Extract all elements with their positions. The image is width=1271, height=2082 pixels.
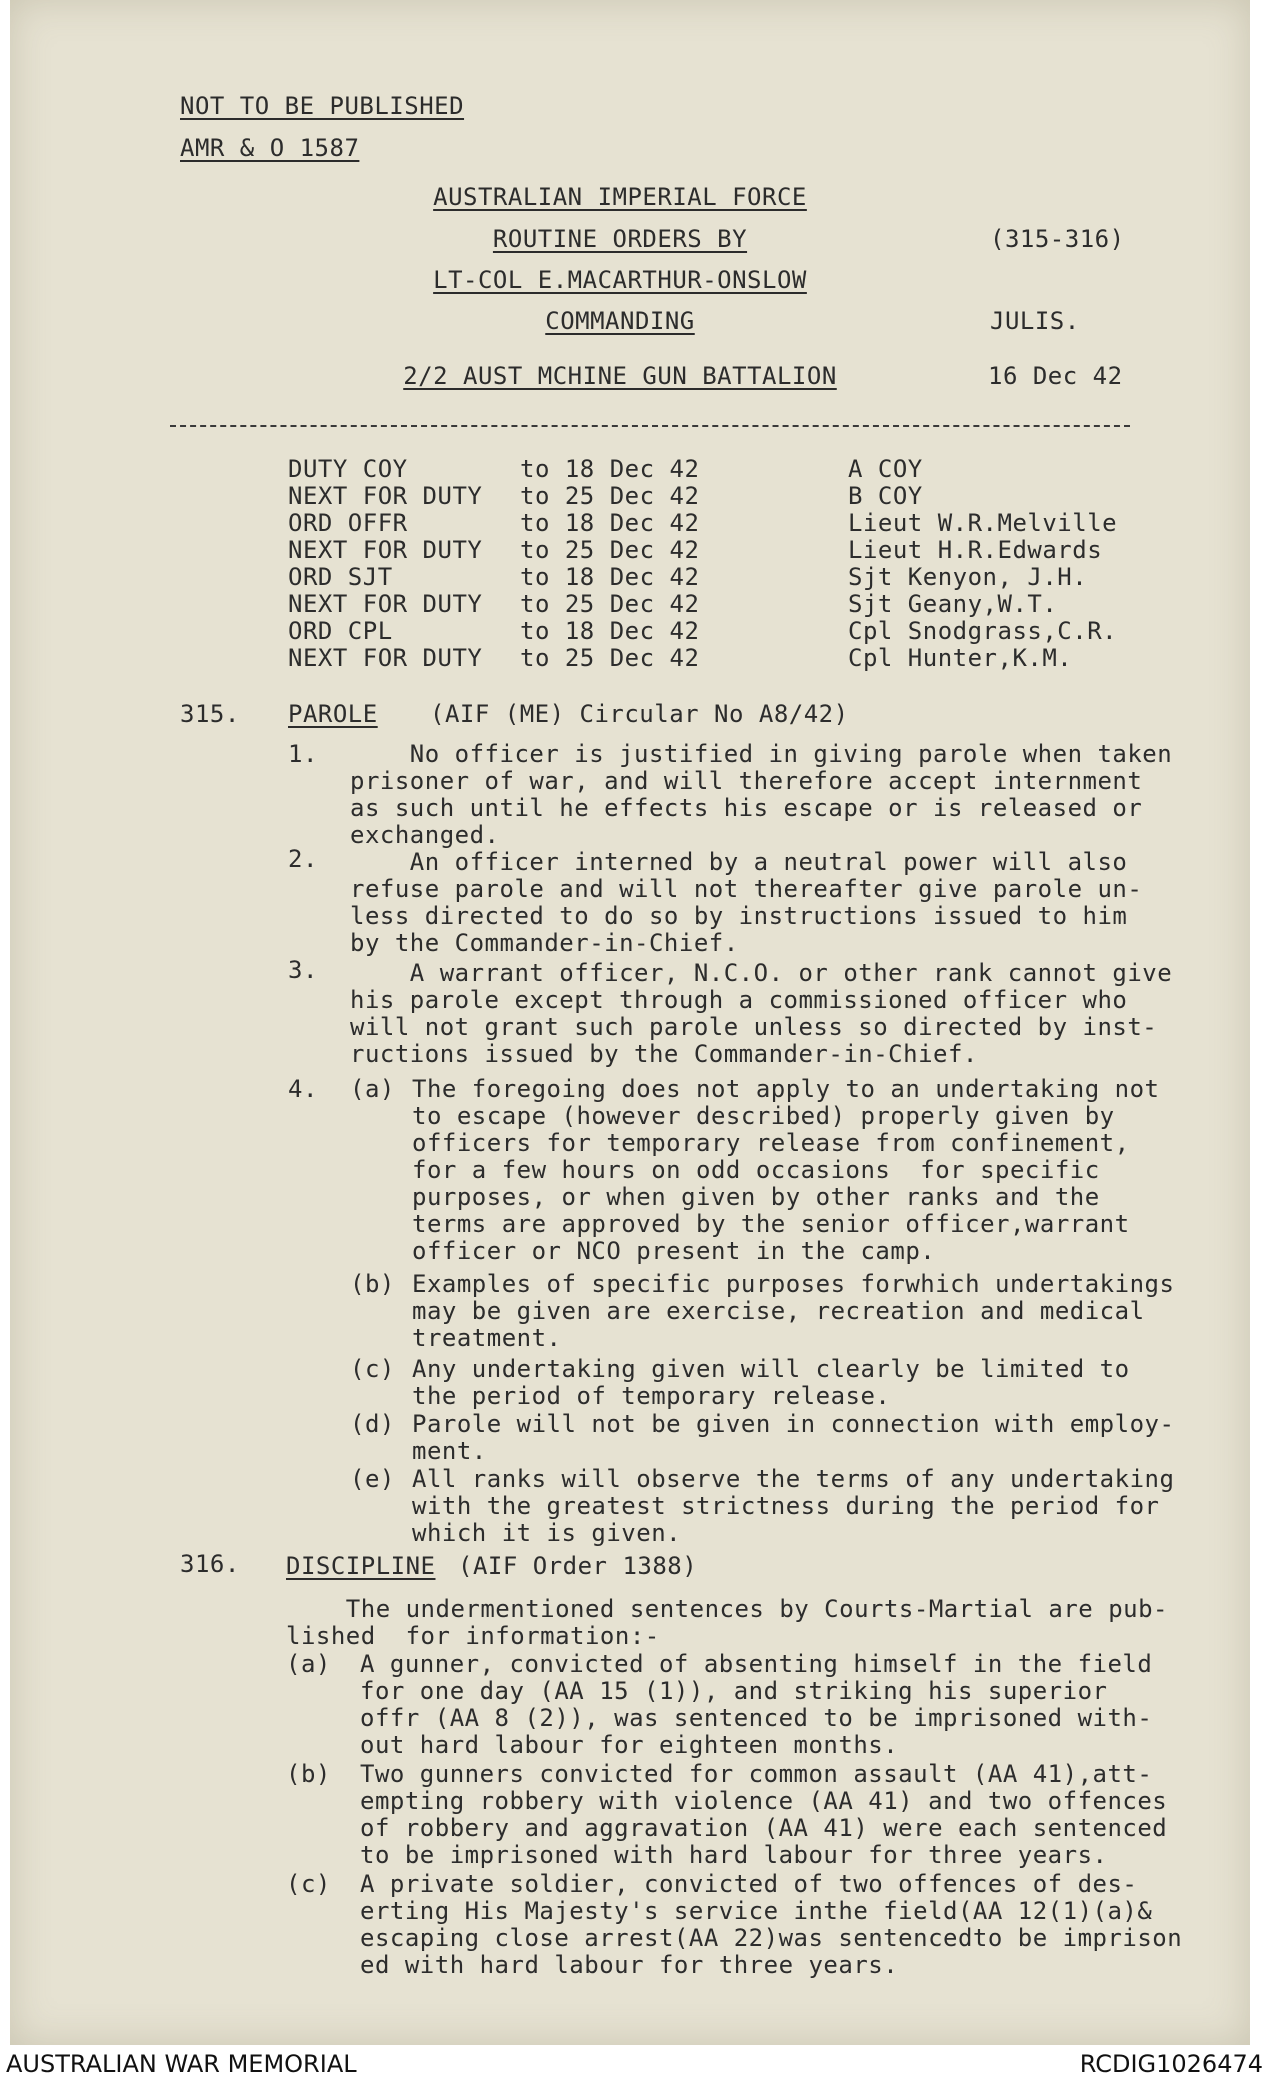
roster-assigned: Cpl Snodgrass,C.R. xyxy=(848,617,1118,645)
order-range: (315-316) xyxy=(990,225,1125,253)
roster-period: to 18 Dec 42 xyxy=(520,455,700,483)
roster-period: to 18 Dec 42 xyxy=(520,563,700,591)
item-label: (b) xyxy=(350,1270,395,1298)
roster-duty: NEXT FOR DUTY xyxy=(288,644,483,672)
item-label: (e) xyxy=(350,1465,395,1493)
title-line-4: COMMANDING xyxy=(545,307,695,335)
section-316-source: (AIF Order 1388) xyxy=(458,1552,698,1580)
item-line: Examples of specific purposes forwhich undertakings xyxy=(412,1270,1175,1298)
title-line-5: 2/2 AUST MCHINE GUN BATTALION xyxy=(403,362,837,390)
item-line: escaping close arrest(AA 22)was sentencedto be imprison xyxy=(360,1924,1183,1952)
roster-assigned: Cpl Hunter,K.M. xyxy=(848,644,1073,672)
paragraph-number: 1. xyxy=(288,740,318,768)
item-line: which it is given. xyxy=(412,1519,682,1547)
item-label: (c) xyxy=(350,1355,395,1383)
item-line: treatment. xyxy=(412,1324,562,1352)
paragraph-line: No officer is justified in giving parole when taken xyxy=(350,740,1173,768)
order-date: 16 Dec 42 xyxy=(988,362,1123,390)
intro-line: lished for information:- xyxy=(286,1622,660,1650)
item-line: with the greatest strictness during the period for xyxy=(412,1492,1160,1520)
section-316-number: 316. xyxy=(180,1550,240,1578)
section-315-heading: PAROLE xyxy=(288,700,378,728)
roster-period: to 25 Dec 42 xyxy=(520,482,700,510)
footer-source: AUSTRALIAN WAR MEMORIAL xyxy=(6,2050,357,2078)
location: JULIS. xyxy=(990,307,1080,335)
section-315-source: (AIF (ME) Circular No A8/42) xyxy=(430,700,849,728)
item-line: ment. xyxy=(412,1437,487,1465)
item-line: purposes, or when given by other ranks and the xyxy=(412,1183,1100,1211)
item-line: terms are approved by the senior officer,warrant xyxy=(412,1210,1130,1238)
reference-number: AMR & O 1587 xyxy=(180,134,360,162)
title-line-3: LT-COL E.MACARTHUR-ONSLOW xyxy=(433,266,807,294)
roster-period: to 18 Dec 42 xyxy=(520,617,700,645)
title-line-1: AUSTRALIAN IMPERIAL FORCE xyxy=(433,183,807,211)
roster-period: to 18 Dec 42 xyxy=(520,509,700,537)
paragraph-line: prisoner of war, and will therefore accept internment xyxy=(350,767,1143,795)
item-line: The foregoing does not apply to an undertaking not xyxy=(412,1075,1160,1103)
paragraph-line: A warrant officer, N.C.O. or other rank cannot give xyxy=(350,959,1173,987)
item-line: Two gunners convicted for common assault (AA 41),att- xyxy=(360,1760,1153,1788)
paragraph-line: An officer interned by a neutral power will also xyxy=(350,848,1128,876)
item-line: officer or NCO present in the camp. xyxy=(412,1237,936,1265)
paragraph-line: by the Commander-in-Chief. xyxy=(350,929,739,957)
item-line: offr (AA 8 (2)), was sentenced to be imprisoned with- xyxy=(360,1704,1153,1732)
roster-assigned: A COY xyxy=(848,455,923,483)
section-316-heading: DISCIPLINE xyxy=(286,1552,436,1580)
paragraph-number: 2. xyxy=(288,845,318,873)
roster-duty: NEXT FOR DUTY xyxy=(288,590,483,618)
roster-duty: DUTY COY xyxy=(288,455,408,483)
intro-line: The undermentioned sentences by Courts-Martial are pub- xyxy=(286,1595,1169,1623)
paragraph-line: ructions issued by the Commander-in-Chief. xyxy=(350,1040,978,1068)
title-line-2: ROUTINE ORDERS BY xyxy=(492,225,748,253)
roster-assigned: Lieut W.R.Melville xyxy=(848,509,1118,537)
item-line: ed with hard labour for three years. xyxy=(360,1951,899,1979)
item-line: may be given are exercise, recreation and medical xyxy=(412,1297,1145,1325)
footer-id: RCDIG1026474 xyxy=(1079,2050,1263,2078)
item-label: (c) xyxy=(286,1870,331,1898)
item-line: the period of temporary release. xyxy=(412,1382,891,1410)
roster-assigned: B COY xyxy=(848,482,923,510)
item-line: for one day (AA 15 (1)), and striking his superior xyxy=(360,1677,1108,1705)
roster-duty: ORD CPL xyxy=(288,617,393,645)
item-label: (a) xyxy=(350,1075,395,1103)
classification-label: NOT TO BE PUBLISHED xyxy=(180,92,465,120)
header-divider xyxy=(170,425,1130,427)
item-line: erting His Majesty's service inthe field(AA 12(1)(a)& xyxy=(360,1897,1153,1925)
item-line: Any undertaking given will clearly be limited to xyxy=(412,1355,1130,1383)
item-line: empting robbery with violence (AA 41) and two offences xyxy=(360,1787,1168,1815)
item-line: to escape (however described) properly given by xyxy=(412,1102,1115,1130)
section-315-number: 315. xyxy=(180,700,240,728)
roster-duty: NEXT FOR DUTY xyxy=(288,536,483,564)
paragraph-line: refuse parole and will not thereafter give parole un- xyxy=(350,875,1143,903)
roster-period: to 25 Dec 42 xyxy=(520,590,700,618)
paragraph-number: 4. xyxy=(288,1075,318,1103)
roster-duty: ORD SJT xyxy=(288,563,393,591)
item-line: for a few hours on odd occasions for specific xyxy=(412,1156,1100,1184)
paragraph-line: will not grant such parole unless so directed by inst- xyxy=(350,1013,1158,1041)
item-label: (b) xyxy=(286,1760,331,1788)
item-line: All ranks will observe the terms of any undertaking xyxy=(412,1465,1175,1493)
item-line: to be imprisoned with hard labour for three years. xyxy=(360,1841,1108,1869)
roster-assigned: Sjt Geany,W.T. xyxy=(848,590,1058,618)
paragraph-line: less directed to do so by instructions issued to him xyxy=(350,902,1128,930)
item-label: (a) xyxy=(286,1650,331,1678)
roster-duty: NEXT FOR DUTY xyxy=(288,482,483,510)
paragraph-line: as such until he effects his escape or is released or xyxy=(350,794,1143,822)
item-line: officers for temporary release from confinement, xyxy=(412,1129,1130,1157)
paragraph-number: 3. xyxy=(288,956,318,984)
paragraph-line: his parole except through a commissioned officer who xyxy=(350,986,1128,1014)
roster-duty: ORD OFFR xyxy=(288,509,408,537)
paragraph-line: exchanged. xyxy=(350,821,500,849)
roster-assigned: Lieut H.R.Edwards xyxy=(848,536,1103,564)
item-label: (d) xyxy=(350,1410,395,1438)
item-line: Parole will not be given in connection with employ- xyxy=(412,1410,1175,1438)
item-line: out hard labour for eighteen months. xyxy=(360,1731,899,1759)
item-line: A private soldier, convicted of two offences of des- xyxy=(360,1870,1138,1898)
roster-assigned: Sjt Kenyon, J.H. xyxy=(848,563,1088,591)
item-line: A gunner, convicted of absenting himself in the field xyxy=(360,1650,1153,1678)
item-line: of robbery and aggravation (AA 41) were each sentenced xyxy=(360,1814,1168,1842)
roster-period: to 25 Dec 42 xyxy=(520,644,700,672)
roster-period: to 25 Dec 42 xyxy=(520,536,700,564)
